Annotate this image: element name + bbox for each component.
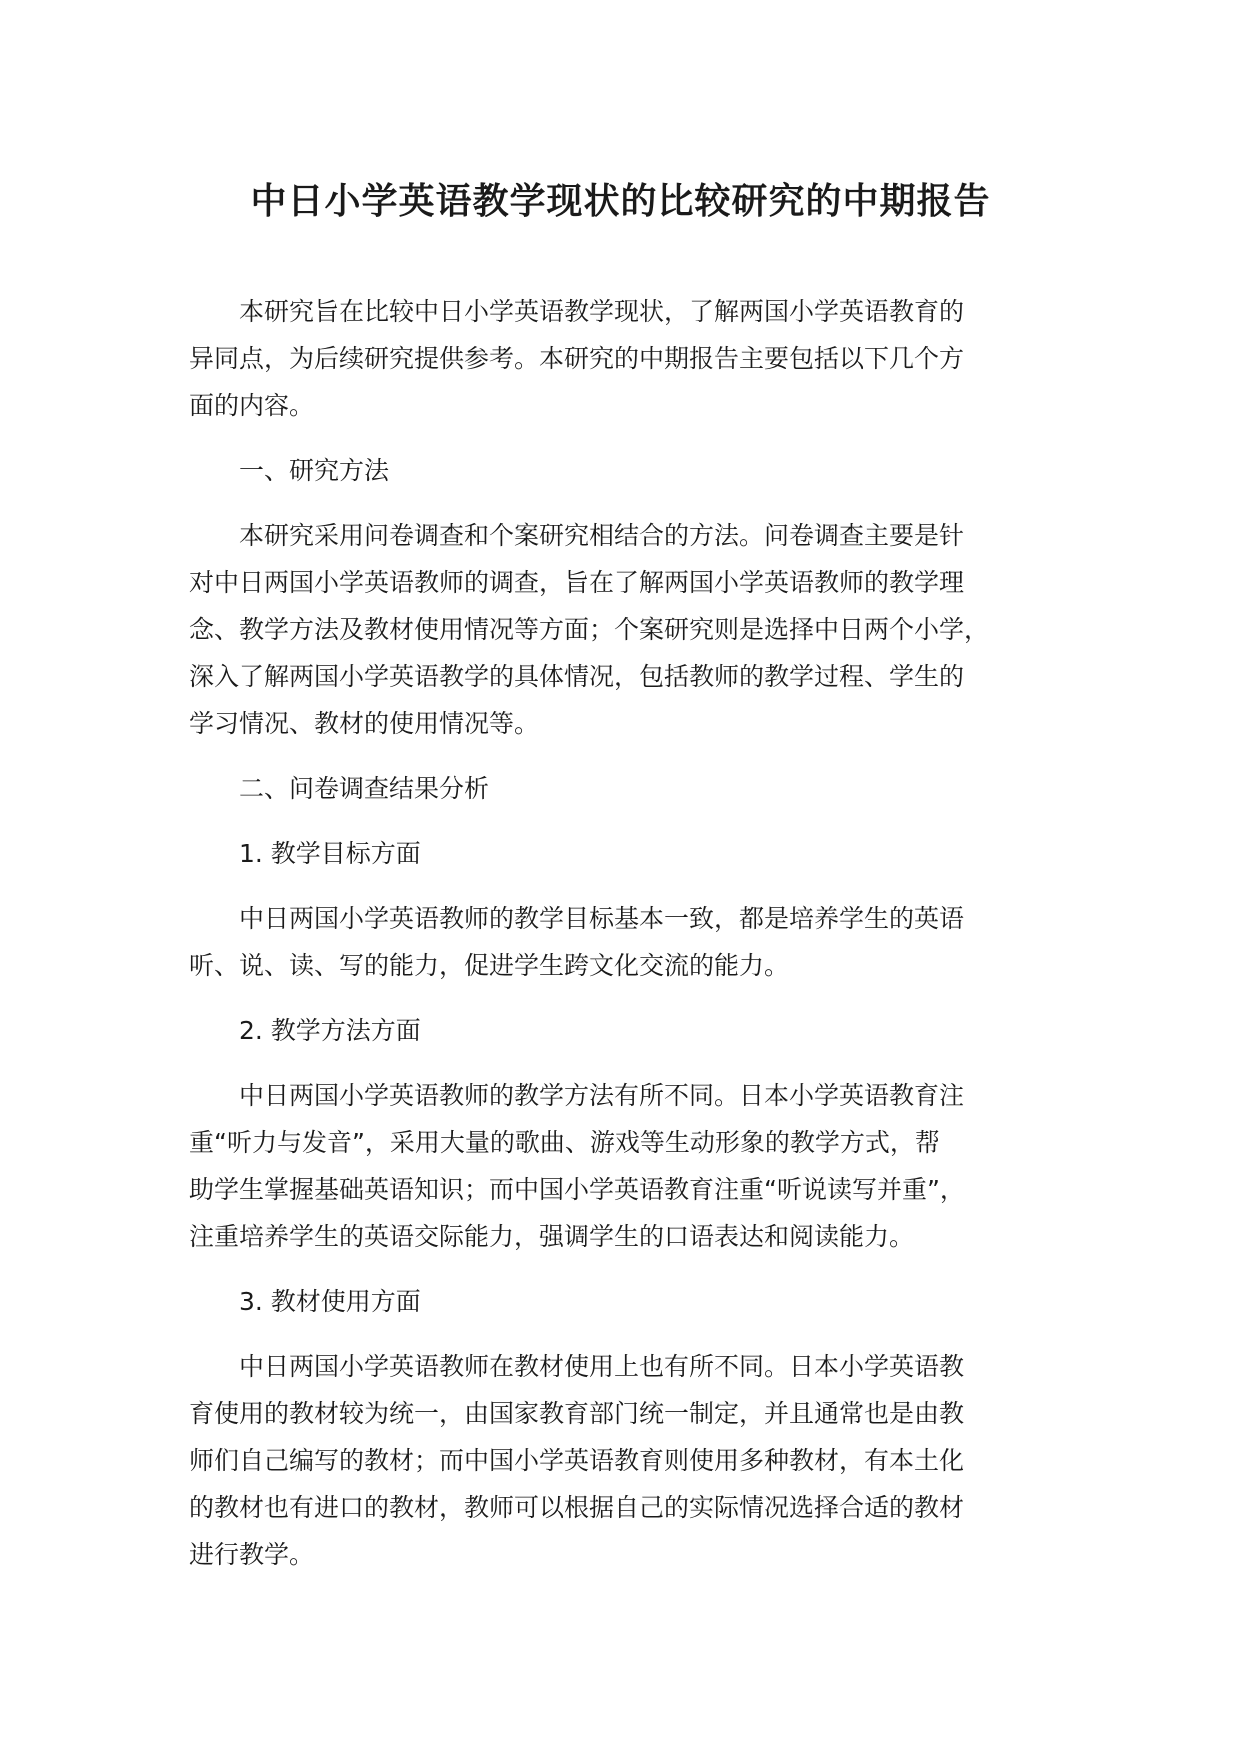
paragraph-line: 念、教学方法及教材使用情况等方面；个案研究则是选择中日两个小学， (189, 615, 990, 644)
section-heading-survey: 二、问卷调查结果分析 (239, 774, 490, 803)
section-heading-methods: 一、研究方法 (239, 456, 390, 485)
subsection-heading-methods: 2. 教学方法方面 (239, 1016, 421, 1045)
methods-paragraph (189, 512, 1089, 747)
paragraph-line: 面的内容。 (189, 391, 315, 420)
document-body (189, 288, 1089, 1596)
paragraph-line: 重“听力与发音”，采用大量的歌曲、游戏等生动形象的教学方式，帮 (189, 1128, 940, 1157)
paragraph-line: 深入了解两国小学英语教学的具体情况，包括教师的教学过程、学生的 (189, 662, 965, 691)
subsection-heading-goals: 1. 教学目标方面 (239, 839, 421, 868)
paragraph-line: 助学生掌握基础英语知识；而中国小学英语教育注重“听说读写并重”， (189, 1175, 965, 1204)
paragraph-line: 注重培养学生的英语交际能力，强调学生的口语表达和阅读能力。 (189, 1222, 915, 1251)
paragraph-line: 听、说、读、写的能力，促进学生跨文化交流的能力。 (189, 951, 790, 980)
paragraph-line: 的教材也有进口的教材，教师可以根据自己的实际情况选择合适的教材 (189, 1493, 965, 1522)
document-title: 中日小学英语教学现状的比较研究的中期报告 (250, 181, 991, 222)
paragraph-line: 本研究旨在比较中日小学英语教学现状，了解两国小学英语教育的 (239, 297, 965, 326)
teaching-methods-paragraph (189, 1072, 1089, 1260)
paragraph-line: 师们自己编写的教材；而中国小学英语教育则使用多种教材，有本土化 (189, 1446, 965, 1475)
materials-paragraph (189, 1343, 1089, 1578)
paragraph-line: 中日两国小学英语教师的教学方法有所不同。日本小学英语教育注 (239, 1081, 965, 1110)
paragraph-line: 育使用的教材较为统一，由国家教育部门统一制定，并且通常也是由教 (189, 1399, 965, 1428)
goals-paragraph (189, 895, 1089, 989)
paragraph-line: 异同点，为后续研究提供参考。本研究的中期报告主要包括以下几个方 (189, 344, 965, 373)
paragraph-line: 本研究采用问卷调查和个案研究相结合的方法。问卷调查主要是针 (239, 521, 965, 550)
paragraph-line: 进行教学。 (189, 1540, 315, 1569)
paragraph-line: 对中日两国小学英语教师的调查，旨在了解两国小学英语教师的教学理 (189, 568, 965, 597)
paragraph-line: 中日两国小学英语教师在教材使用上也有所不同。日本小学英语教 (239, 1352, 965, 1381)
paragraph-line: 中日两国小学英语教师的教学目标基本一致，都是培养学生的英语 (239, 904, 965, 933)
paragraph-line: 学习情况、教材的使用情况等。 (189, 709, 540, 738)
subsection-heading-materials: 3. 教材使用方面 (239, 1287, 421, 1316)
intro-paragraph (189, 288, 1089, 429)
